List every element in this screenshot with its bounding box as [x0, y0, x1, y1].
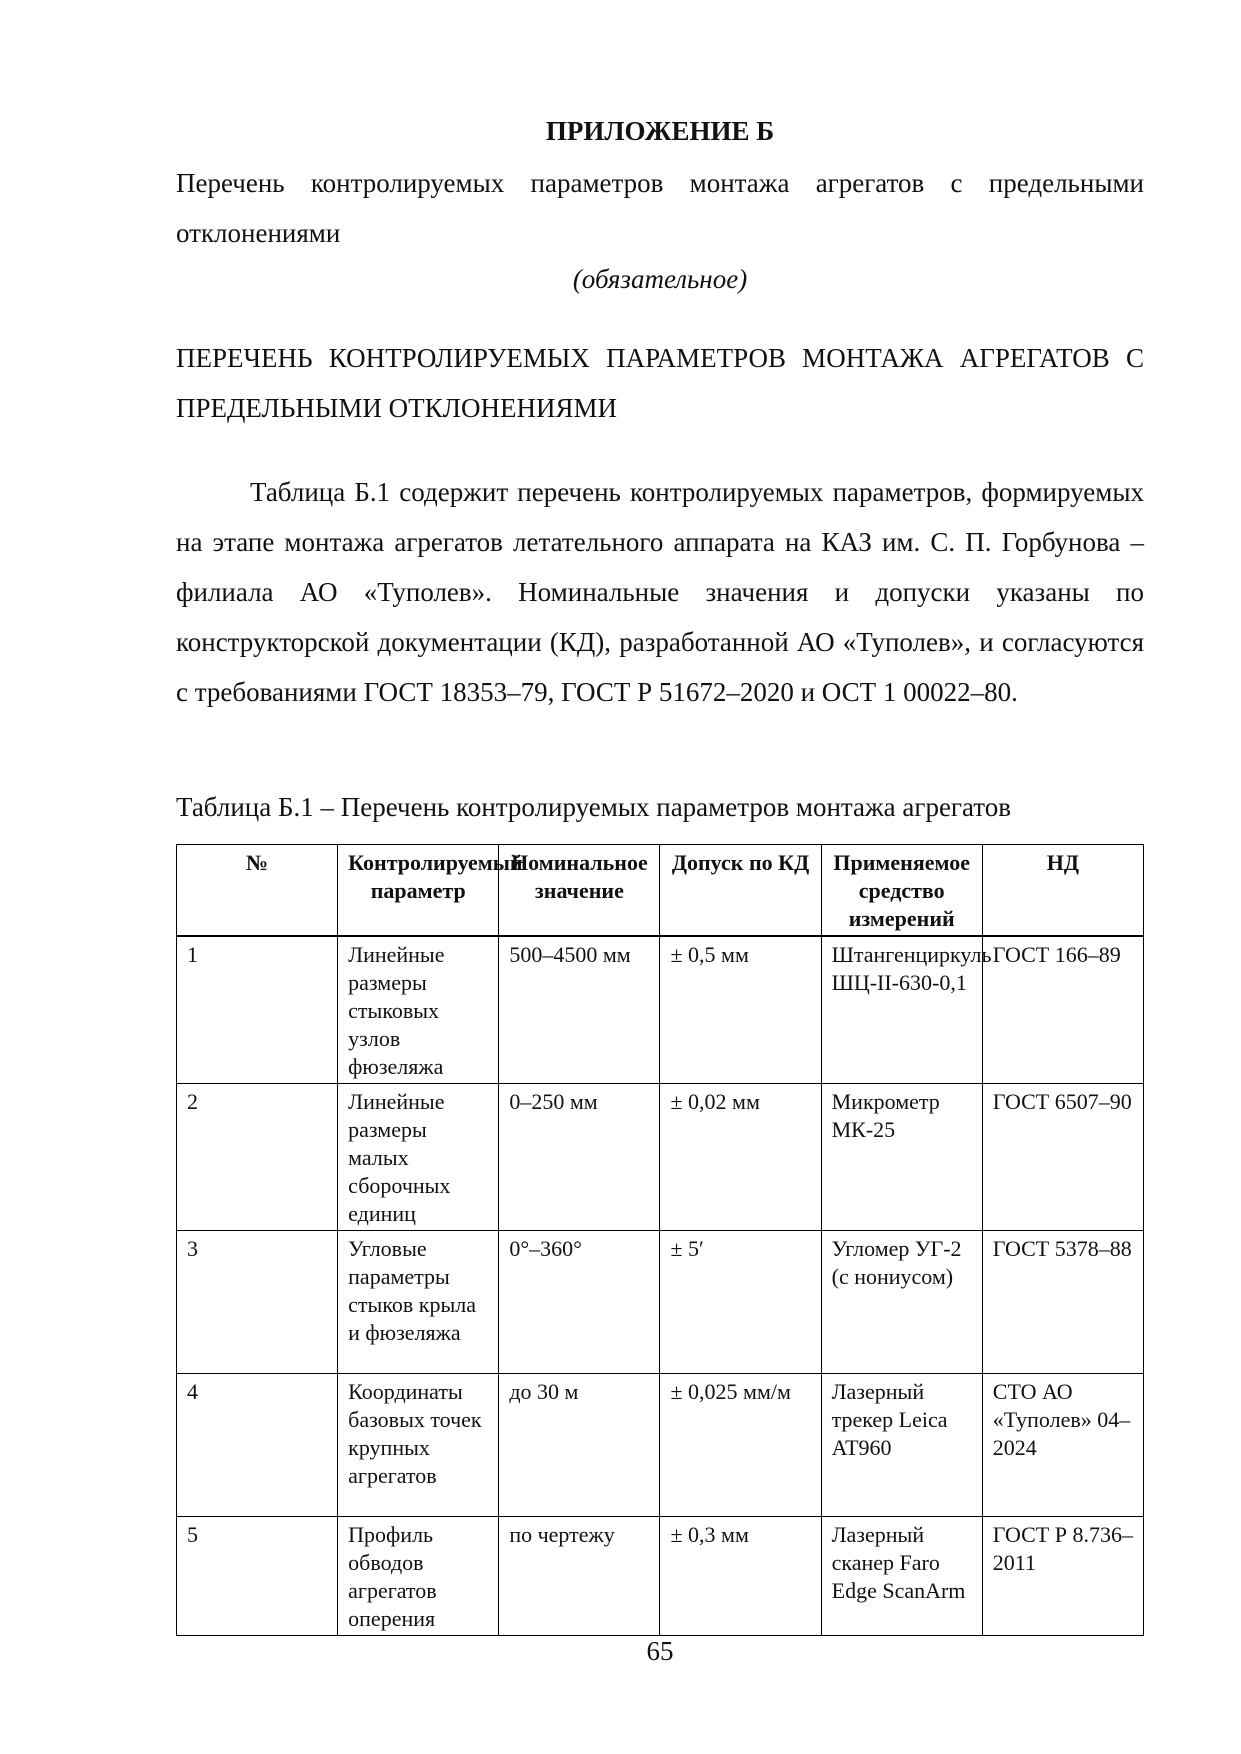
- cell-parameter: Профиль обводов агрегатов оперения: [338, 1517, 499, 1636]
- header-tolerance: Допуск по КД: [660, 845, 821, 937]
- cell-number: 5: [177, 1517, 338, 1636]
- cell-standard: ГОСТ 166–89: [982, 936, 1143, 1084]
- cell-tolerance: ± 0,025 мм/м: [660, 1374, 821, 1517]
- cell-instrument: Лазерный сканер Faro Edge ScanArm: [821, 1517, 982, 1636]
- cell-tolerance: ± 0,5 мм: [660, 936, 821, 1084]
- header-standard: НД: [982, 845, 1143, 937]
- header-nominal: Номинальное значение: [499, 845, 660, 937]
- table-row: [177, 1517, 1144, 1636]
- appendix-heading: ПРИЛОЖЕНИЕ Б: [545, 116, 775, 146]
- cell-number: 3: [177, 1231, 338, 1374]
- cell-tolerance: ± 5′: [660, 1231, 821, 1374]
- cell-standard: ГОСТ 5378–88: [982, 1231, 1143, 1374]
- cell-instrument: Штангенциркуль ШЦ-II-630-0,1: [821, 936, 982, 1084]
- table-row: [177, 936, 1144, 1084]
- cell-nominal: 0°–360°: [499, 1231, 660, 1374]
- cell-standard: ГОСТ Р 8.736–2011: [982, 1517, 1143, 1636]
- header-parameter: Контролируемый параметр: [338, 845, 499, 937]
- page-number: 65: [646, 1636, 674, 1666]
- table-row: [177, 1231, 1144, 1374]
- cell-number: 2: [177, 1084, 338, 1231]
- cell-standard: ГОСТ 6507–90: [982, 1084, 1143, 1231]
- cell-instrument: Микрометр МК-25: [821, 1084, 982, 1231]
- cell-parameter: Координаты базовых точек крупных агрегатов: [338, 1374, 499, 1517]
- cell-parameter: Линейные размеры стыковых узлов фюзеляжа: [338, 936, 499, 1084]
- body-paragraph: Таблица Б.1 содержит перечень контролируемых параметров, формируемых на этапе монтажа агрегатов летательного аппарата на КАЗ им. С. П. Горбунова – филиала АО «Туполев». Номинальные значения и допуски указаны по конструкторской документации (КД), разработанной АО «Туполев», и согласуются с требованиями ГОСТ 18353–79, ГОСТ Р 51672–2020 и ОСТ 1 00022–80.: [176, 477, 1144, 707]
- table-caption: Таблица Б.1 – Перечень контролируемых параметров монтажа агрегатов: [176, 792, 1011, 822]
- cell-parameter: Угловые параметры стыков крыла и фюзеляжа: [338, 1231, 499, 1374]
- appendix-subtitle: Перечень контролируемых параметров монтажа агрегатов с предельными отклонениями: [176, 168, 1144, 248]
- cell-nominal: по чертежу: [499, 1517, 660, 1636]
- cell-nominal: 500–4500 мм: [499, 936, 660, 1084]
- cell-number: 4: [177, 1374, 338, 1517]
- table-row: [177, 1084, 1144, 1231]
- header-number: №: [177, 845, 338, 937]
- cell-instrument: Угломер УГ-2 (с нониусом): [821, 1231, 982, 1374]
- parameters-table: [176, 844, 1144, 1636]
- cell-tolerance: ± 0,02 мм: [660, 1084, 821, 1231]
- header-instrument: Применяемое средство измерений: [821, 845, 982, 937]
- table-row: [177, 1374, 1144, 1517]
- cell-nominal: 0–250 мм: [499, 1084, 660, 1231]
- cell-tolerance: ± 0,3 мм: [660, 1517, 821, 1636]
- caps-title: ПЕРЕЧЕНЬ КОНТРОЛИРУЕМЫХ ПАРАМЕТРОВ МОНТАЖА АГРЕГАТОВ С ПРЕДЕЛЬНЫМИ ОТКЛОНЕНИЯМИ: [176, 343, 1144, 423]
- cell-parameter: Линейные размеры малых сборочных единиц: [338, 1084, 499, 1231]
- cell-nominal: до 30 м: [499, 1374, 660, 1517]
- cell-standard: СТО АО «Туполев» 04–2024: [982, 1374, 1143, 1517]
- table-header-row: [177, 845, 1144, 937]
- cell-instrument: Лазерный трекер Leica AT960: [821, 1374, 982, 1517]
- cell-number: 1: [177, 936, 338, 1084]
- appendix-type: (обязательное): [572, 264, 748, 294]
